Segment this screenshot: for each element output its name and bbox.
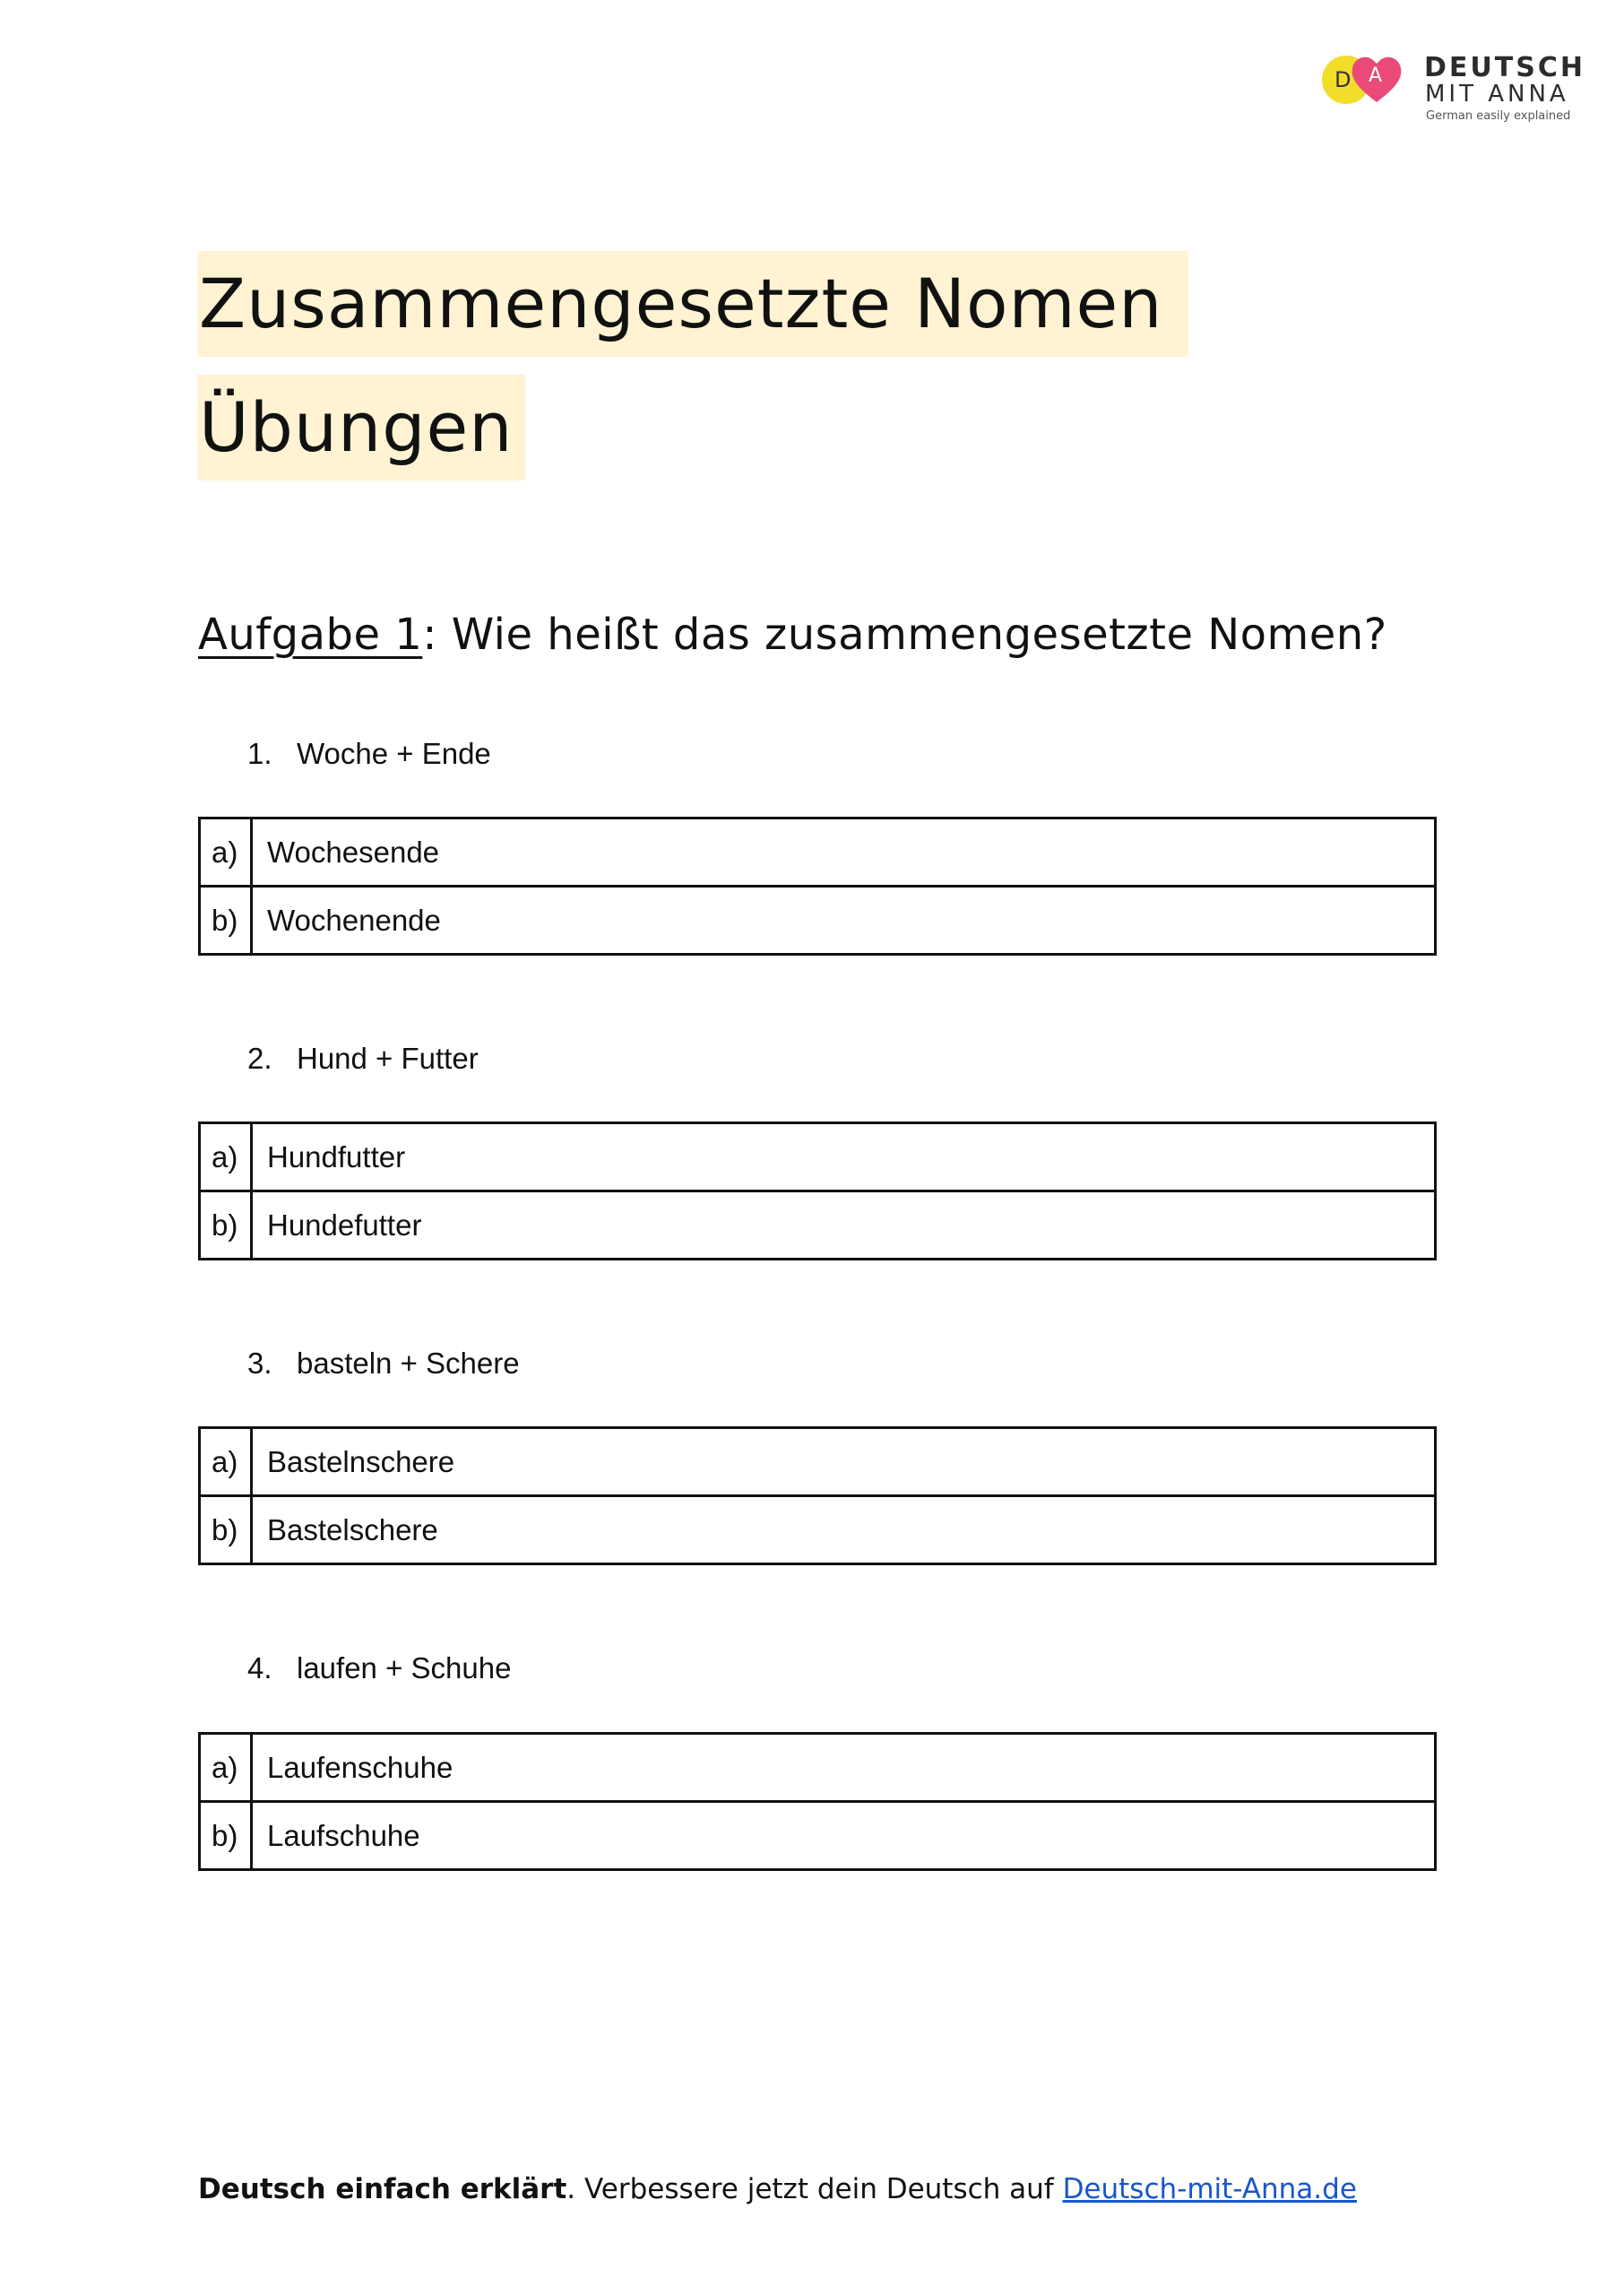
logo-letter-a: A [1369, 65, 1383, 87]
option-text: Laufschuhe [252, 1802, 1436, 1870]
option-text: Hundfutter [252, 1123, 1436, 1191]
option-text: Laufenschuhe [252, 1734, 1436, 1802]
option-row[interactable] [200, 1802, 1436, 1870]
option-text: Wochesende [252, 818, 1436, 887]
page-title-line2: Übungen [197, 375, 525, 481]
brand-name-line2: MIT ANNA [1425, 81, 1569, 108]
option-row[interactable] [200, 887, 1436, 955]
option-text: Wochenende [252, 887, 1436, 955]
question-prompt: Hund + Futter [297, 1042, 479, 1075]
option-letter: b) [200, 887, 252, 955]
option-letter: a) [200, 1123, 252, 1191]
task-text: Wie heißt das zusammengesetzte Nomen? [437, 610, 1387, 660]
option-row[interactable] [200, 1123, 1436, 1191]
question-2 [247, 1042, 479, 1076]
option-row[interactable] [200, 818, 1436, 887]
question-number: 2. [247, 1042, 272, 1075]
option-letter: a) [200, 1428, 252, 1496]
brand-tagline: German easily explained [1426, 109, 1571, 123]
option-row[interactable] [200, 1734, 1436, 1802]
question-number: 4. [247, 1651, 272, 1684]
question-prompt: laufen + Schuhe [297, 1651, 512, 1684]
question-number: 3. [247, 1347, 272, 1380]
question-number: 1. [247, 737, 272, 770]
task-label: Aufgabe 1 [198, 610, 423, 660]
logo [1322, 52, 1591, 129]
options-table-2 [198, 1122, 1437, 1260]
option-row[interactable] [200, 1496, 1436, 1564]
logo-letter-d: D [1335, 67, 1352, 92]
question-3 [247, 1347, 520, 1381]
options-table-4 [198, 1732, 1437, 1871]
option-text: Bastelnschere [252, 1428, 1436, 1496]
options-table-1 [198, 817, 1437, 956]
footer-text: . Verbessere jetzt dein Deutsch auf [566, 2173, 1063, 2205]
task-separator: : [422, 610, 438, 660]
option-letter: b) [200, 1496, 252, 1564]
page-title-line1: Zusammengesetzte Nomen [197, 251, 1188, 357]
option-letter: a) [200, 818, 252, 887]
option-row[interactable] [200, 1428, 1436, 1496]
question-1 [247, 737, 491, 771]
option-row[interactable] [200, 1191, 1436, 1260]
question-4 [247, 1651, 511, 1685]
options-table-3 [198, 1426, 1437, 1565]
option-text: Bastelschere [252, 1496, 1436, 1564]
option-letter: b) [200, 1191, 252, 1260]
option-text: Hundefutter [252, 1191, 1436, 1260]
option-letter: a) [200, 1734, 252, 1802]
question-prompt: basteln + Schere [297, 1347, 520, 1380]
option-letter: b) [200, 1802, 252, 1870]
footer [198, 2173, 1357, 2205]
task-heading [198, 610, 1387, 660]
brand-name-line1: DEUTSCH [1424, 52, 1585, 83]
question-prompt: Woche + Ende [297, 737, 491, 770]
footer-link[interactable]: Deutsch-mit-Anna.de [1062, 2173, 1357, 2205]
footer-bold-text: Deutsch einfach erklärt [198, 2173, 567, 2205]
